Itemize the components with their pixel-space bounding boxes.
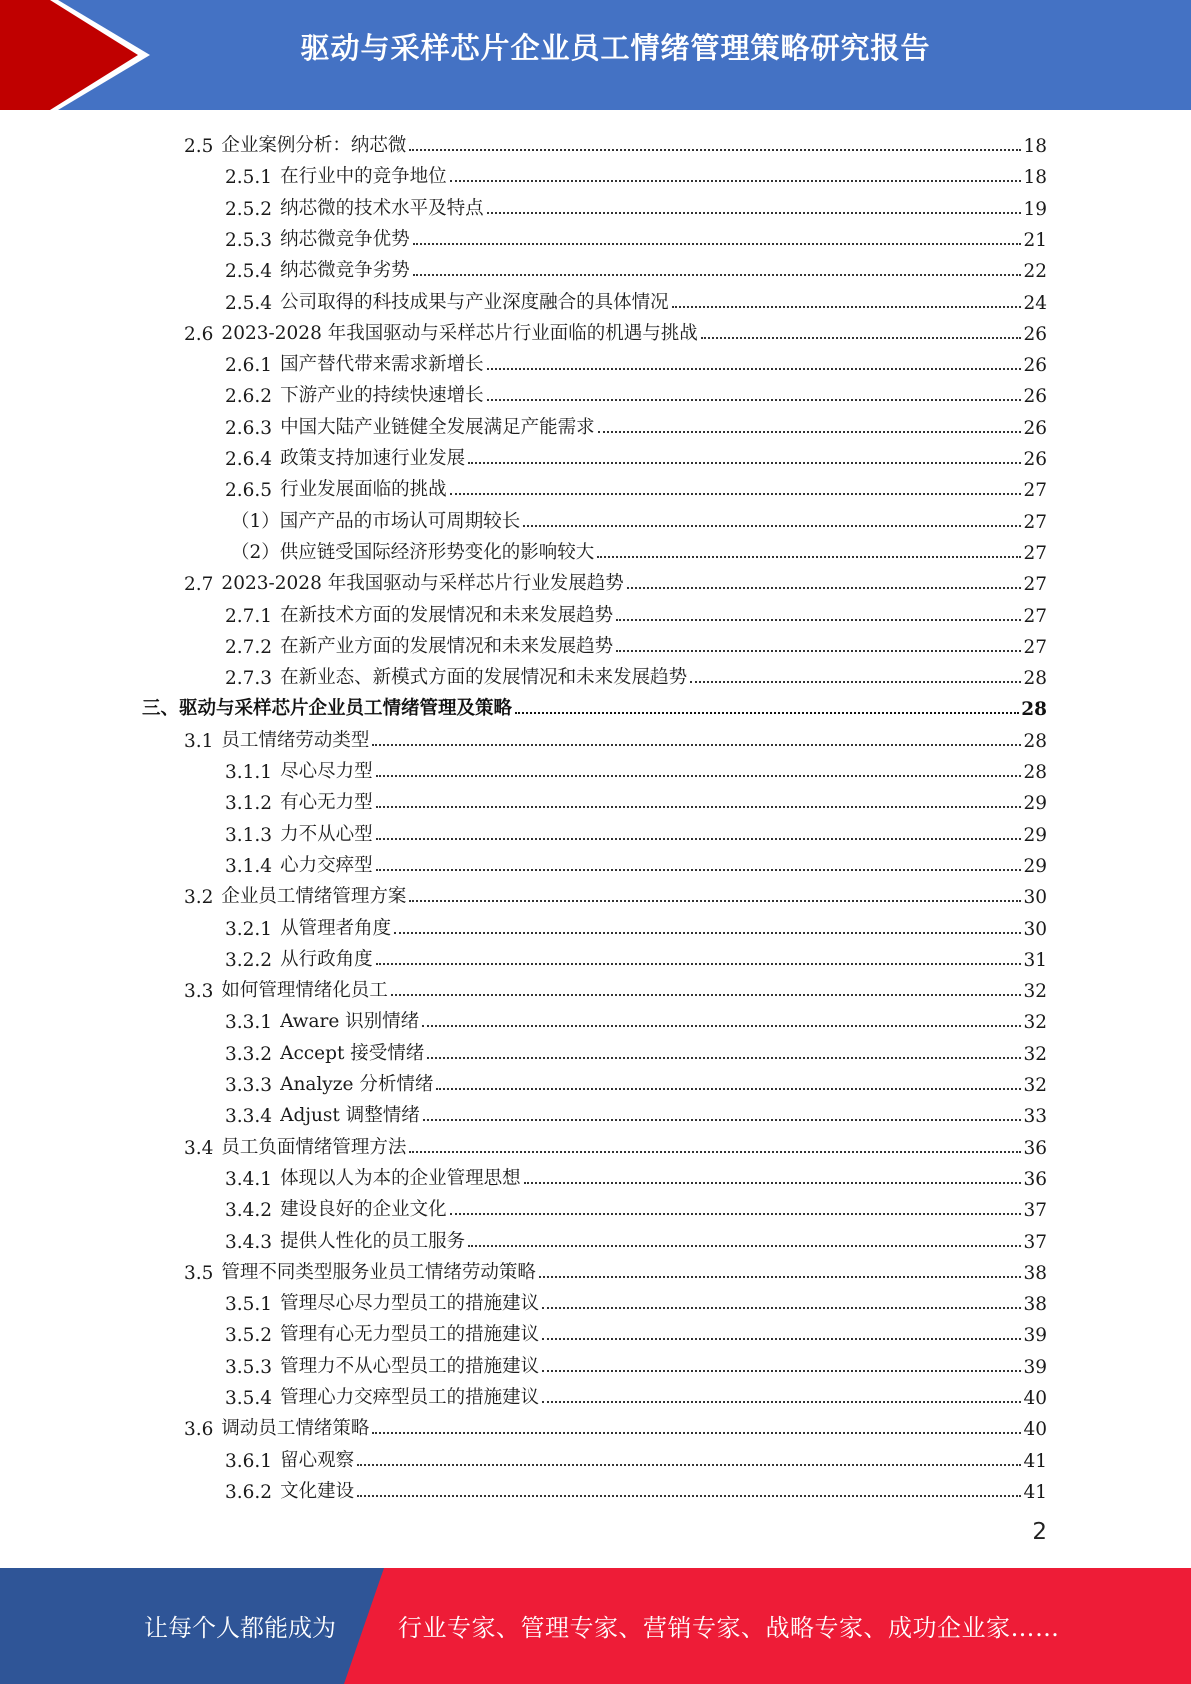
toc-entry-title: 管理心力交瘁型员工的措施建议 bbox=[280, 1387, 540, 1408]
toc-entry-title: Accept 接受情绪 bbox=[280, 1042, 425, 1064]
toc-entry-title: 纳芯微竞争优势 bbox=[280, 228, 410, 250]
toc-entry-number: （2） bbox=[231, 541, 280, 563]
toc-entry-page: 26 bbox=[1023, 355, 1047, 377]
toc-entry-number: 2.5.2 bbox=[225, 198, 273, 220]
toc-entry-page: 26 bbox=[1023, 386, 1047, 408]
toc-dot-leader bbox=[524, 1182, 1022, 1184]
toc-entry[interactable] bbox=[225, 1378, 1047, 1409]
toc-entry[interactable] bbox=[225, 596, 1047, 627]
toc-entry-page: 27 bbox=[1023, 574, 1047, 596]
toc-dot-leader bbox=[598, 431, 1022, 433]
toc-dot-leader bbox=[672, 306, 1022, 308]
toc-dot-leader bbox=[376, 869, 1022, 871]
footer-slogan-left: 让每个人都能成为 bbox=[144, 1614, 336, 1642]
toc-entry[interactable] bbox=[225, 283, 1047, 314]
toc-dot-leader bbox=[413, 243, 1022, 245]
toc-entry-title: 从行政角度 bbox=[280, 948, 373, 970]
toc-entry-page: 32 bbox=[1023, 1012, 1047, 1034]
toc-entry-page: 32 bbox=[1023, 1075, 1047, 1096]
toc-dot-leader bbox=[515, 712, 1019, 714]
toc-entry[interactable] bbox=[225, 846, 1047, 877]
toc-entry-number: 2.5.1 bbox=[225, 167, 273, 189]
toc-entry-title: 纳芯微竞争劣势 bbox=[280, 260, 410, 282]
toc-entry[interactable] bbox=[184, 1253, 1047, 1284]
toc-entry-page: 18 bbox=[1023, 136, 1047, 157]
toc-dot-leader bbox=[357, 1495, 1021, 1497]
page-number: 2 bbox=[1032, 1519, 1047, 1545]
toc-dot-leader bbox=[372, 744, 1021, 746]
toc-dot-leader bbox=[616, 650, 1021, 652]
toc-entry[interactable] bbox=[225, 1159, 1047, 1190]
toc-entry[interactable] bbox=[184, 126, 1047, 157]
toc-entry[interactable] bbox=[225, 1034, 1047, 1065]
toc-entry-page: 36 bbox=[1023, 1168, 1047, 1190]
toc-entry-page: 30 bbox=[1023, 887, 1047, 909]
toc-entry-number: 2.6.4 bbox=[225, 449, 273, 470]
toc-entry[interactable] bbox=[225, 251, 1047, 282]
toc-entry-title: 下游产业的持续快速增长 bbox=[280, 385, 484, 407]
toc-entry-page: 24 bbox=[1023, 292, 1047, 314]
toc-dot-leader bbox=[422, 1025, 1021, 1027]
chevron-arrow-icon bbox=[0, 0, 160, 110]
toc-entry-title: 企业案例分析：纳芯微 bbox=[221, 135, 407, 156]
toc-dot-leader bbox=[523, 525, 1021, 527]
toc-entry-title: 在新业态、新模式方面的发展情况和未来发展趋势 bbox=[280, 667, 688, 689]
toc-entry-title: 力不从心型 bbox=[280, 823, 373, 845]
toc-entry[interactable] bbox=[225, 1222, 1047, 1253]
page-header bbox=[0, 0, 1191, 110]
toc-entry-title: 体现以人为本的企业管理思想 bbox=[280, 1167, 521, 1189]
toc-entry-number: 2.7.2 bbox=[225, 636, 273, 658]
toc-dot-leader bbox=[394, 932, 1021, 934]
toc-entry-page: 39 bbox=[1023, 1356, 1047, 1378]
toc-entry-page: 36 bbox=[1023, 1137, 1047, 1159]
toc-dot-leader bbox=[409, 149, 1021, 151]
toc-entry-number: 3.3.3 bbox=[225, 1075, 273, 1096]
toc-entry-page: 21 bbox=[1023, 229, 1047, 251]
toc-entry[interactable] bbox=[184, 877, 1047, 908]
toc-entry-number: 3.6.2 bbox=[225, 1481, 273, 1503]
toc-entry[interactable] bbox=[225, 1315, 1047, 1346]
footer-slogan-right: 行业专家、管理专家、营销专家、战略专家、成功企业家…… bbox=[398, 1614, 1060, 1642]
toc-entry[interactable] bbox=[225, 1190, 1047, 1221]
toc-entry-number: 2.5.4 bbox=[225, 292, 273, 314]
toc-entry[interactable] bbox=[225, 220, 1047, 251]
toc-entry-page: 27 bbox=[1023, 542, 1047, 564]
toc-entry[interactable] bbox=[225, 783, 1047, 814]
toc-entry-number: 3.3 bbox=[184, 981, 214, 1003]
toc-entry-page: 28 bbox=[1021, 699, 1047, 721]
toc-dot-leader bbox=[450, 493, 1022, 495]
toc-entry-title: 建设良好的企业文化 bbox=[280, 1199, 447, 1221]
toc-entry-number: 2.7.3 bbox=[225, 668, 273, 690]
toc-entry-number: 3.6 bbox=[184, 1419, 214, 1441]
toc-entry[interactable] bbox=[225, 815, 1047, 846]
toc-dot-leader bbox=[391, 994, 1022, 996]
toc-entry[interactable] bbox=[184, 314, 1047, 345]
toc-entry-page: 33 bbox=[1023, 1106, 1047, 1128]
toc-entry-page: 18 bbox=[1023, 167, 1047, 189]
toc-entry-page: 30 bbox=[1023, 918, 1047, 940]
toc-entry-number: 3.4.2 bbox=[225, 1200, 273, 1222]
toc-entry-number: 3.5.2 bbox=[225, 1325, 273, 1347]
toc-entry-number: 3.5 bbox=[184, 1262, 214, 1284]
toc-dot-leader bbox=[542, 1338, 1021, 1340]
toc-dot-leader bbox=[372, 1432, 1021, 1434]
toc-entry-title: Aware 识别情绪 bbox=[280, 1011, 420, 1033]
toc-entry-title: Analyze 分析情绪 bbox=[280, 1074, 434, 1095]
toc-dot-leader bbox=[409, 1151, 1021, 1153]
toc-entry-number: 2.6.2 bbox=[225, 386, 273, 408]
toc-entry[interactable] bbox=[225, 345, 1047, 376]
toc-entry[interactable] bbox=[225, 1002, 1047, 1033]
toc-entry-page: 26 bbox=[1023, 449, 1047, 470]
toc-entry-number: 3.1.1 bbox=[225, 762, 273, 783]
toc-entry-number: 2.6.5 bbox=[225, 480, 273, 502]
toc-entry-page: 27 bbox=[1023, 636, 1047, 658]
toc-entry-number: 3.5.3 bbox=[225, 1356, 273, 1378]
toc-entry-number: 2.7.1 bbox=[225, 605, 273, 627]
toc-entry-number: （1） bbox=[231, 510, 280, 532]
toc-entry-number: 2.6.3 bbox=[225, 417, 273, 439]
toc-dot-leader bbox=[450, 180, 1022, 182]
toc-dot-leader bbox=[542, 1370, 1021, 1372]
toc-entry[interactable] bbox=[225, 1347, 1047, 1378]
toc-entry-number: 3.4.3 bbox=[225, 1231, 273, 1253]
toc-dot-leader bbox=[701, 337, 1022, 339]
toc-entry-title: 中国大陆产业链健全发展满足产能需求 bbox=[280, 416, 595, 438]
toc-entry-page: 31 bbox=[1023, 949, 1047, 971]
toc-entry[interactable] bbox=[142, 689, 1047, 720]
toc-entry-page: 27 bbox=[1023, 605, 1047, 627]
toc-entry-number: 2.5.4 bbox=[225, 261, 273, 283]
toc-entry[interactable] bbox=[225, 1441, 1047, 1472]
toc-entry-title: 公司取得的科技成果与产业深度融合的具体情况 bbox=[280, 291, 669, 313]
toc-entry-number: 2.6.1 bbox=[225, 355, 273, 377]
toc-entry[interactable] bbox=[225, 627, 1047, 658]
toc-entry-title: 政策支持加速行业发展 bbox=[280, 448, 466, 469]
toc-entry[interactable] bbox=[184, 564, 1047, 595]
toc-entry-title: 管理尽心尽力型员工的措施建议 bbox=[280, 1293, 540, 1315]
toc-dot-leader bbox=[427, 1057, 1021, 1059]
toc-dot-leader bbox=[690, 681, 1021, 683]
toc-dot-leader bbox=[468, 462, 1021, 464]
toc-entry-number: 3.6.1 bbox=[225, 1450, 273, 1472]
toc-entry-page: 26 bbox=[1023, 417, 1047, 439]
toc-dot-leader bbox=[597, 556, 1021, 558]
toc-dot-leader bbox=[542, 1307, 1021, 1309]
toc-entry-title: 管理不同类型服务业员工情绪劳动策略 bbox=[221, 1261, 536, 1283]
toc-entry-page: 26 bbox=[1023, 323, 1047, 345]
toc-entry-number: 3.3.2 bbox=[225, 1043, 273, 1065]
toc-entry-number: 2.5.3 bbox=[225, 229, 273, 251]
toc-entry-page: 29 bbox=[1023, 793, 1047, 815]
toc-entry[interactable] bbox=[184, 1409, 1047, 1440]
toc-entry-page: 29 bbox=[1023, 824, 1047, 846]
toc-entry[interactable] bbox=[225, 157, 1047, 188]
toc-entry-page: 27 bbox=[1023, 511, 1047, 533]
toc-entry-number: 3.2 bbox=[184, 887, 214, 909]
toc-entry-title: 行业发展面临的挑战 bbox=[280, 479, 447, 501]
toc-entry-page: 37 bbox=[1023, 1200, 1047, 1222]
toc-entry-number: 3.1 bbox=[184, 730, 214, 752]
toc-entry-number: 三、 bbox=[142, 698, 180, 720]
toc-entry[interactable] bbox=[184, 971, 1047, 1002]
toc-entry-title: 纳芯微的技术水平及特点 bbox=[280, 197, 484, 219]
toc-entry-number: 2.7 bbox=[184, 574, 214, 596]
toc-entry[interactable] bbox=[225, 909, 1047, 940]
toc-entry[interactable] bbox=[225, 439, 1047, 470]
toc-entry-title: Adjust 调整情绪 bbox=[280, 1105, 420, 1127]
toc-entry-number: 3.5.4 bbox=[225, 1388, 273, 1409]
toc-dot-leader bbox=[627, 587, 1022, 589]
toc-entry[interactable] bbox=[231, 533, 1047, 564]
toc-dot-leader bbox=[487, 212, 1022, 214]
toc-entry-title: 2023-2028 年我国驱动与采样芯片行业面临的机遇与挑战 bbox=[221, 322, 698, 344]
toc-entry-page: 32 bbox=[1023, 1043, 1047, 1065]
toc-entry-page: 19 bbox=[1023, 198, 1047, 220]
toc-entry-number: 3.2.2 bbox=[225, 949, 273, 971]
toc-entry[interactable] bbox=[225, 1284, 1047, 1315]
toc-entry[interactable] bbox=[225, 408, 1047, 439]
toc-entry-page: 41 bbox=[1023, 1481, 1047, 1503]
toc-entry[interactable] bbox=[225, 470, 1047, 501]
toc-dot-leader bbox=[423, 1119, 1022, 1121]
toc-entry[interactable] bbox=[225, 658, 1047, 689]
toc-entry-page: 40 bbox=[1023, 1419, 1047, 1441]
toc-entry-page: 37 bbox=[1023, 1231, 1047, 1253]
toc-dot-leader bbox=[376, 838, 1022, 840]
toc-entry[interactable] bbox=[225, 1065, 1047, 1096]
toc-entry-title: 管理有心无力型员工的措施建议 bbox=[280, 1324, 540, 1346]
toc-entry-title: 管理力不从心型员工的措施建议 bbox=[280, 1355, 540, 1377]
toc-entry-page: 22 bbox=[1023, 261, 1047, 283]
report-title-text: 驱动与采样芯片企业员工情绪管理策略研究报告 bbox=[300, 31, 931, 65]
toc-entry-title: 有心无力型 bbox=[280, 792, 373, 814]
toc-dot-leader bbox=[413, 274, 1022, 276]
toc-dot-leader bbox=[487, 368, 1022, 370]
toc-entry-title: 员工负面情绪管理方法 bbox=[221, 1136, 407, 1158]
toc-entry-number: 3.4 bbox=[184, 1137, 214, 1159]
toc-entry-title: 留心观察 bbox=[280, 1449, 355, 1471]
toc-entry-number: 2.5 bbox=[184, 136, 214, 157]
toc-entry-title: 国产产品的市场认可周期较长 bbox=[279, 510, 521, 532]
toc-entry-title: 供应链受国际经济形势变化的影响较大 bbox=[279, 541, 595, 563]
toc-dot-leader bbox=[539, 1276, 1022, 1278]
toc-entry-page: 29 bbox=[1023, 855, 1047, 877]
toc-entry-title: 调动员工情绪策略 bbox=[221, 1418, 370, 1440]
toc-entry-page: 27 bbox=[1023, 480, 1047, 502]
toc-dot-leader bbox=[376, 963, 1022, 965]
toc-entry-title: 国产替代带来需求新增长 bbox=[280, 354, 484, 376]
toc-entry[interactable] bbox=[225, 189, 1047, 220]
toc-entry-page: 28 bbox=[1023, 668, 1047, 690]
toc-entry-page: 28 bbox=[1023, 762, 1047, 783]
toc-entry-page: 38 bbox=[1023, 1262, 1047, 1284]
toc-dot-leader bbox=[376, 775, 1022, 777]
toc-entry-page: 41 bbox=[1023, 1450, 1047, 1472]
toc-entry-title: 尽心尽力型 bbox=[280, 761, 373, 782]
toc-dot-leader bbox=[616, 619, 1021, 621]
toc-entry[interactable] bbox=[231, 502, 1047, 533]
toc-entry-page: 38 bbox=[1023, 1294, 1047, 1316]
toc-dot-leader bbox=[487, 399, 1022, 401]
toc-entry-number: 3.3.4 bbox=[225, 1106, 273, 1128]
toc-entry[interactable] bbox=[225, 940, 1047, 971]
toc-dot-leader bbox=[357, 1464, 1021, 1466]
toc-dot-leader bbox=[450, 1213, 1022, 1215]
toc-entry[interactable] bbox=[225, 1096, 1047, 1127]
toc-entry-title: 2023-2028 年我国驱动与采样芯片行业发展趋势 bbox=[221, 573, 624, 595]
toc-entry-number: 3.1.2 bbox=[225, 793, 273, 815]
toc-entry-title: 驱动与采样芯片企业员工情绪管理及策略 bbox=[179, 698, 513, 720]
toc-entry[interactable] bbox=[184, 1128, 1047, 1159]
toc-entry-title: 企业员工情绪管理方案 bbox=[221, 886, 407, 908]
toc-entry-title: 提供人性化的员工服务 bbox=[280, 1230, 466, 1252]
toc-entry-title: 从管理者角度 bbox=[280, 917, 392, 939]
toc-entry[interactable] bbox=[225, 376, 1047, 407]
page-footer bbox=[0, 1568, 1191, 1684]
toc-entry-number: 3.4.1 bbox=[225, 1168, 273, 1190]
toc-entry-number: 3.2.1 bbox=[225, 918, 273, 940]
toc-dot-leader bbox=[409, 900, 1021, 902]
toc-dot-leader bbox=[468, 1245, 1021, 1247]
toc-entry-page: 39 bbox=[1023, 1325, 1047, 1347]
toc-dot-leader bbox=[542, 1401, 1021, 1403]
toc-entry-title: 心力交瘁型 bbox=[280, 854, 373, 876]
toc-entry[interactable] bbox=[225, 1472, 1047, 1503]
toc-entry-number: 2.6 bbox=[184, 323, 214, 345]
toc-entry-number: 3.5.1 bbox=[225, 1294, 273, 1316]
toc-entry-page: 32 bbox=[1023, 981, 1047, 1003]
report-title bbox=[200, 26, 1191, 67]
toc-entry-number: 3.3.1 bbox=[225, 1012, 273, 1034]
toc-dot-leader bbox=[436, 1088, 1021, 1090]
toc-entry-title: 在新技术方面的发展情况和未来发展趋势 bbox=[280, 604, 614, 626]
toc-dot-leader bbox=[376, 806, 1022, 808]
toc-entry-title: 在行业中的竞争地位 bbox=[280, 166, 447, 188]
toc-entry-title: 文化建设 bbox=[280, 1480, 355, 1502]
toc-entry-title: 如何管理情绪化员工 bbox=[221, 980, 388, 1002]
toc-entry-title: 在新产业方面的发展情况和未来发展趋势 bbox=[280, 635, 614, 657]
toc-entry[interactable] bbox=[225, 752, 1047, 783]
toc-entry[interactable] bbox=[184, 721, 1047, 752]
toc-entry-number: 3.1.3 bbox=[225, 824, 273, 846]
toc-entry-page: 40 bbox=[1023, 1388, 1047, 1409]
toc-entry-page: 28 bbox=[1023, 730, 1047, 752]
toc-entry-number: 3.1.4 bbox=[225, 855, 273, 877]
toc-entry-title: 员工情绪劳动类型 bbox=[221, 729, 370, 751]
